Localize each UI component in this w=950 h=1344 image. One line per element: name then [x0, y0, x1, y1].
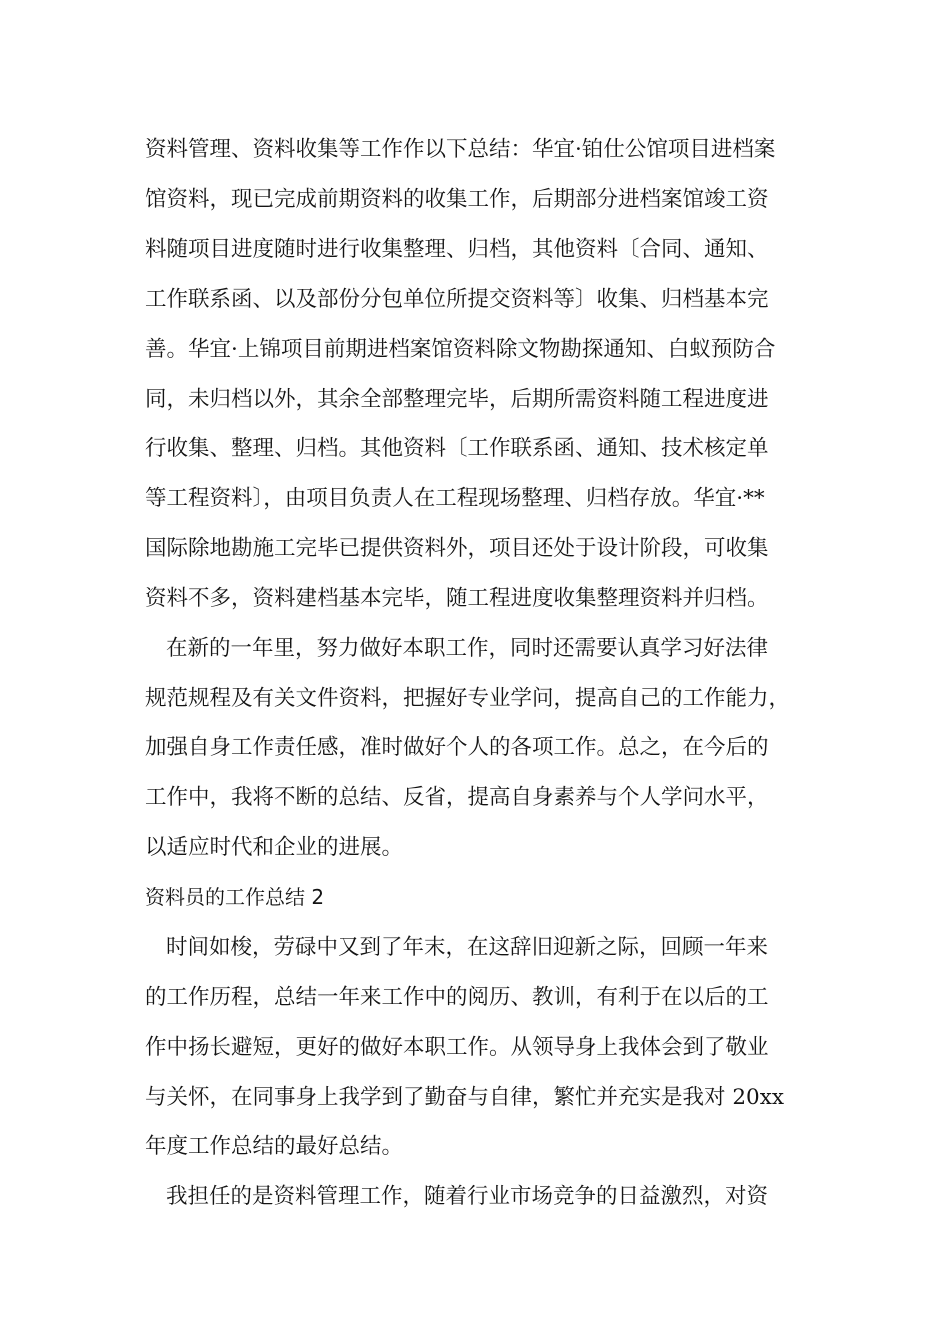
paragraph-2-line-1: 在新的一年里，努力做好本职工作，同时还需要认真学习好法律 — [166, 636, 769, 661]
paragraph-2-line-3: 加强自身工作责任感，准时做好个人的各项工作。总之，在今后的 — [145, 735, 769, 760]
paragraph-3-line-4: 与关怀，在同事身上我学到了勤奋与自律，繁忙并充实是我对 20xx — [145, 1085, 784, 1110]
paragraph-2-line-4: 工作中，我将不断的总结、反省，提高自身素养与个人学问水平， — [145, 785, 769, 810]
paragraph-3-line-1: 时间如梭，劳碌中又到了年末，在这辞旧迎新之际，回顾一年来 — [166, 935, 769, 960]
paragraph-3-line-5: 年度工作总结的最好总结。 — [145, 1134, 404, 1159]
paragraph-1-line-9: 国际除地勘施工完毕已提供资料外，项目还处于设计阶段，可收集 — [145, 536, 769, 561]
paragraph-2-line-2: 规范规程及有关文件资料，把握好专业学问，提高自己的工作能力， — [145, 686, 791, 711]
paragraph-1-line-5: 善。华宜·上锦项目前期进档案馆资料除文物勘探通知、白蚁预防合 — [145, 337, 776, 362]
paragraph-2-line-5: 以适应时代和企业的进展。 — [145, 835, 404, 860]
paragraph-1-line-3: 料随项目进度随时进行收集整理、归档，其他资料〔合同、通知、 — [145, 237, 769, 262]
paragraph-4-line-1: 我担任的是资料管理工作，随着行业市场竞争的日益激烈，对资 — [166, 1184, 769, 1209]
paragraph-1-line-6: 同，未归档以外，其余全部整理完毕，后期所需资料随工程进度进 — [145, 387, 769, 412]
paragraph-1-line-7: 行收集、整理、归档。其他资料〔工作联系函、通知、技术核定单 — [145, 436, 769, 461]
paragraph-3-line-2: 的工作历程，总结一年来工作中的阅历、教训，有利于在以后的工 — [145, 985, 769, 1010]
paragraph-1-line-1: 资料管理、资料收集等工作作以下总结：华宜·铂仕公馆项目进档案 — [145, 137, 776, 162]
paragraph-1-line-10: 资料不多，资料建档基本完毕，随工程进度收集整理资料并归档。 — [145, 586, 769, 611]
paragraph-1-line-4: 工作联系函、以及部份分包单位所提交资料等〕收集、归档基本完 — [145, 287, 769, 312]
section-heading: 资料员的工作总结 2 — [145, 885, 325, 909]
paragraph-1-line-2: 馆资料，现已完成前期资料的收集工作，后期部分进档案馆竣工资 — [145, 187, 769, 212]
paragraph-3-line-3: 作中扬长避短，更好的做好本职工作。从领导身上我体会到了敬业 — [145, 1035, 769, 1060]
paragraph-1-line-8: 等工程资料〕，由项目负责人在工程现场整理、归档存放。华宜·** — [145, 486, 765, 511]
